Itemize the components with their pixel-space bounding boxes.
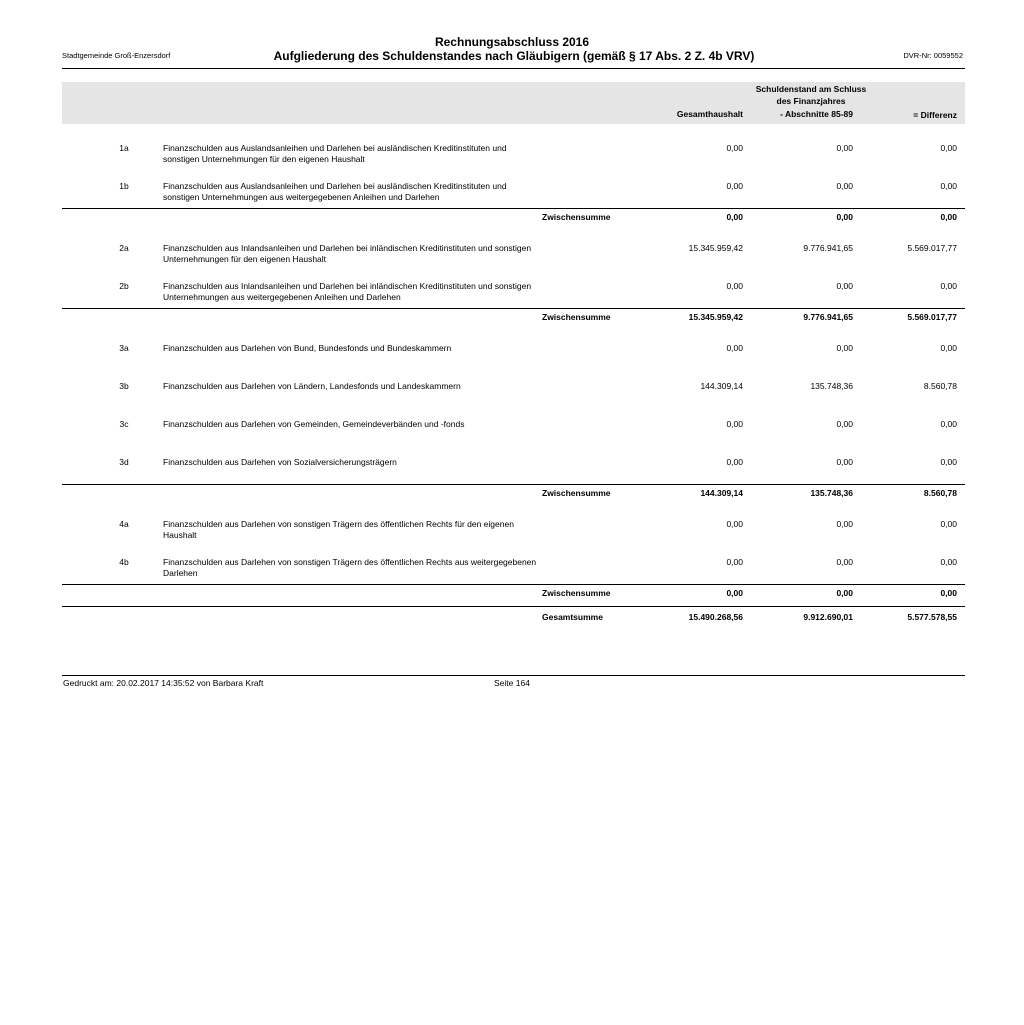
subtotal-differenz: 5.569.017,77 <box>907 312 957 322</box>
row-number: 4b <box>119 557 129 567</box>
value-abschnitte: 0,00 <box>836 419 853 429</box>
dvr-number: DVR-Nr: 0059552 <box>903 51 963 60</box>
row-description: Finanzschulden aus Auslandsanleihen und Darlehen bei ausländischen Kreditinstituten und sonstigen Unternehmungen aus weitergegebenen Anleihen und Darlehen <box>163 181 507 202</box>
subtotal-gesamthaushalt: 0,00 <box>726 588 743 598</box>
subtotal-abschnitte: 0,00 <box>836 588 853 598</box>
value-gesamthaushalt: 0,00 <box>726 419 743 429</box>
report-title: Rechnungsabschluss 2016 <box>434 35 590 49</box>
value-gesamthaushalt: 0,00 <box>726 557 743 567</box>
row-description: Finanzschulden aus Darlehen von sonstigen Trägern des öffentlichen Rechts aus weitergegebenen Darlehen <box>163 557 537 578</box>
municipality-name: Stadtgemeinde Groß-Enzersdorf <box>62 51 171 60</box>
subtotal-label: Zwischensumme <box>542 312 611 322</box>
report-subtitle: Aufgliederung des Schuldenstandes nach Gläubigern (gemäß § 17 Abs. 2 Z. 4b VRV) <box>273 49 755 63</box>
footer-divider <box>62 675 965 676</box>
row-description: Finanzschulden aus Darlehen von Gemeinden, Gemeindeverbänden und -fonds <box>163 419 465 429</box>
subtotal-label: Zwischensumme <box>542 212 611 222</box>
row-description: Finanzschulden aus Darlehen von Bund, Bundesfonds und Bundeskammern <box>163 343 452 353</box>
column-header-gesamthaushalt: Gesamthaushalt <box>676 109 743 119</box>
value-gesamthaushalt: 0,00 <box>726 281 743 291</box>
value-gesamthaushalt: 0,00 <box>726 143 743 153</box>
row-description: Finanzschulden aus Inlandsanleihen und Darlehen bei inländischen Kreditinstituten und sonstigen Unternehmungen für den eigenen Haushalt <box>163 243 532 264</box>
print-info: Gedruckt am: 20.02.2017 14:35:52 von Barbara Kraft <box>63 678 264 688</box>
row-number: 1b <box>119 181 129 191</box>
value-abschnitte: 0,00 <box>836 281 853 291</box>
row-number: 3a <box>119 343 129 353</box>
total-divider <box>62 606 965 607</box>
total-abschnitte: 9.912.690,01 <box>803 612 853 622</box>
subtotal-label: Zwischensumme <box>542 488 611 498</box>
row-description: Finanzschulden aus Inlandsanleihen und Darlehen bei inländischen Kreditinstituten und sonstigen Unternehmungen aus weitergegebenen Anleihen und Darlehen <box>163 281 532 302</box>
row-description: Finanzschulden aus Auslandsanleihen und Darlehen bei ausländischen Kreditinstituten und sonstigen Unternehmungen für den eigenen Haushalt <box>163 143 507 164</box>
value-gesamthaushalt: 0,00 <box>726 181 743 191</box>
value-abschnitte: 0,00 <box>836 143 853 153</box>
column-header-differenz: = Differenz <box>913 110 957 120</box>
subtotal-divider <box>62 308 965 309</box>
value-abschnitte: 0,00 <box>836 519 853 529</box>
subtotal-differenz: 0,00 <box>940 212 957 222</box>
value-differenz: 0,00 <box>940 557 957 567</box>
value-gesamthaushalt: 144.309,14 <box>700 381 743 391</box>
value-gesamthaushalt: 15.345.959,42 <box>688 243 743 253</box>
row-number: 3b <box>119 381 129 391</box>
subtotal-abschnitte: 135.748,36 <box>810 488 853 498</box>
value-gesamthaushalt: 0,00 <box>726 457 743 467</box>
row-number: 2b <box>119 281 129 291</box>
subtotal-abschnitte: 9.776.941,65 <box>803 312 853 322</box>
value-differenz: 0,00 <box>940 281 957 291</box>
total-gesamthaushalt: 15.490.268,56 <box>688 612 743 622</box>
value-abschnitte: 0,00 <box>836 457 853 467</box>
value-differenz: 8.560,78 <box>923 381 957 391</box>
subtotal-gesamthaushalt: 144.309,14 <box>700 488 743 498</box>
subtotal-divider <box>62 584 965 585</box>
subtotal-divider <box>62 484 965 485</box>
row-number: 1a <box>119 143 129 153</box>
value-differenz: 0,00 <box>940 181 957 191</box>
subtotal-divider <box>62 208 965 209</box>
subtotal-differenz: 8.560,78 <box>923 488 957 498</box>
column-group-label-line2: des Finanzjahres <box>776 96 846 106</box>
subtotal-abschnitte: 0,00 <box>836 212 853 222</box>
value-gesamthaushalt: 0,00 <box>726 343 743 353</box>
subtotal-label: Zwischensumme <box>542 588 611 598</box>
row-number: 3c <box>119 419 129 429</box>
value-abschnitte: 135.748,36 <box>810 381 853 391</box>
subtotal-gesamthaushalt: 0,00 <box>726 212 743 222</box>
header-divider <box>62 68 965 69</box>
value-differenz: 0,00 <box>940 457 957 467</box>
row-description: Finanzschulden aus Darlehen von sonstigen Trägern des öffentlichen Rechts für den eigenen Haushalt <box>163 519 514 540</box>
total-label: Gesamtsumme <box>542 612 603 622</box>
value-differenz: 0,00 <box>940 143 957 153</box>
subtotal-differenz: 0,00 <box>940 588 957 598</box>
value-gesamthaushalt: 0,00 <box>726 519 743 529</box>
row-description: Finanzschulden aus Darlehen von Ländern, Landesfonds und Landeskammern <box>163 381 461 391</box>
value-abschnitte: 0,00 <box>836 343 853 353</box>
row-number: 4a <box>119 519 129 529</box>
row-number: 2a <box>119 243 129 253</box>
value-differenz: 0,00 <box>940 419 957 429</box>
row-description: Finanzschulden aus Darlehen von Sozialversicherungsträgern <box>163 457 397 467</box>
value-differenz: 5.569.017,77 <box>907 243 957 253</box>
value-differenz: 0,00 <box>940 343 957 353</box>
column-group-label-line1: Schuldenstand am Schluss <box>755 84 867 94</box>
page-number: Seite 164 <box>494 678 530 688</box>
row-number: 3d <box>119 457 129 467</box>
total-differenz: 5.577.578,55 <box>907 612 957 622</box>
column-header-abschnitte: - Abschnitte 85-89 <box>780 109 853 119</box>
value-abschnitte: 0,00 <box>836 181 853 191</box>
value-abschnitte: 0,00 <box>836 557 853 567</box>
subtotal-gesamthaushalt: 15.345.959,42 <box>688 312 743 322</box>
value-differenz: 0,00 <box>940 519 957 529</box>
value-abschnitte: 9.776.941,65 <box>803 243 853 253</box>
